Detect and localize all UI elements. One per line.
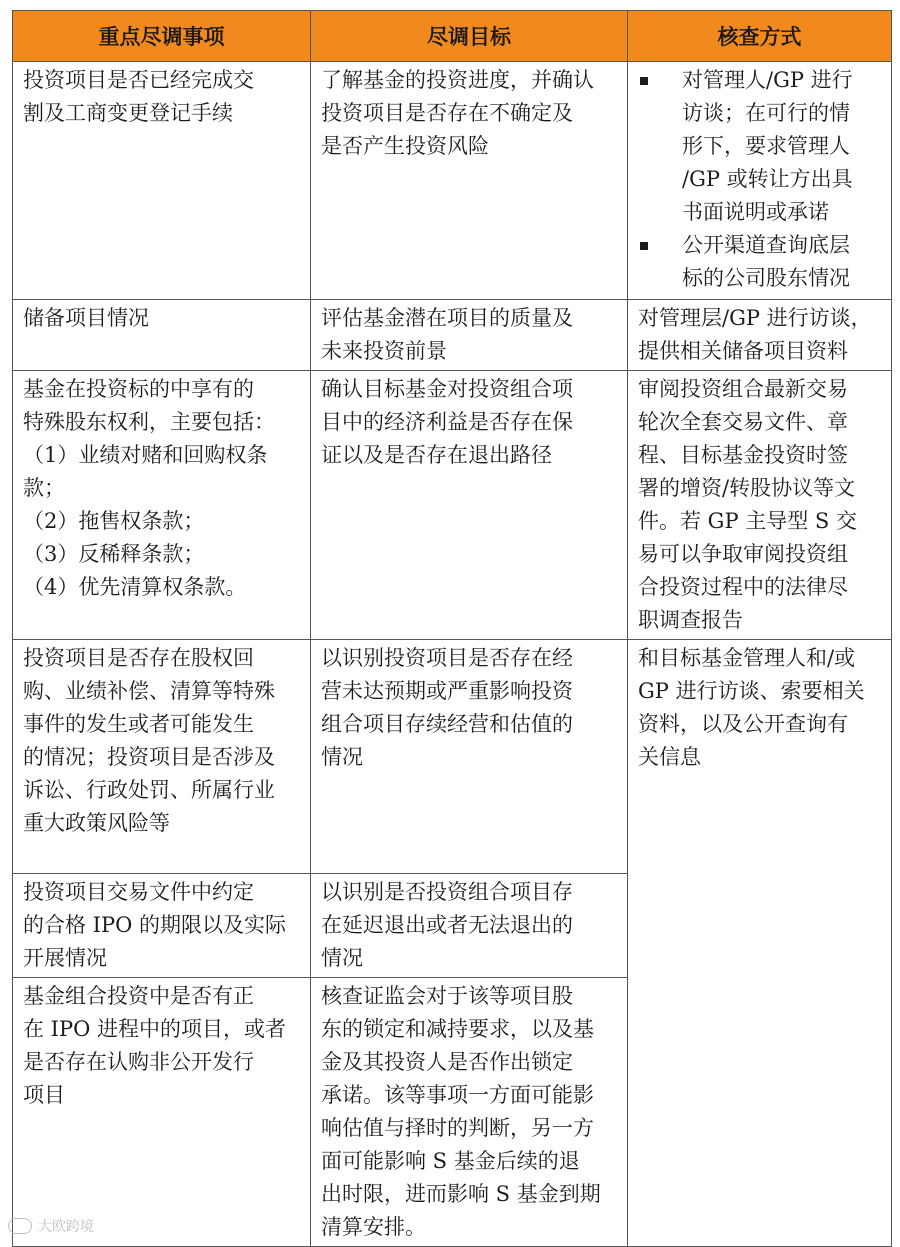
cell-text: （4）优先清算权条款。 — [23, 575, 247, 599]
cell-item — [13, 640, 311, 874]
cell-text: 是否产生投资风险 — [321, 134, 489, 158]
watermark-text: 大欧跨境 — [38, 1219, 94, 1235]
cell-text: 关信息 — [638, 745, 701, 769]
table-row — [13, 640, 892, 874]
header-methods: 核查方式 — [628, 11, 892, 62]
cell-text: 组合项目存续经营和估值的 — [321, 712, 573, 736]
cell-text: 标的公司股东情况 — [682, 266, 850, 290]
cell-text: 核查证监会对于该等项目股 — [321, 984, 573, 1008]
cell-text: 公开渠道查询底层 — [682, 233, 850, 257]
cell-text: 的合格 IPO 的期限以及实际 — [23, 913, 286, 937]
cell-text: 以识别投资项目是否存在经 — [321, 646, 573, 670]
chat-bubble-icon — [8, 1218, 32, 1234]
cell-text: 投资项目是否已经完成交 — [23, 68, 254, 92]
cell-text: /GP 或转让方出具 — [682, 167, 853, 191]
cell-method — [628, 640, 892, 1247]
cell-text: GP 进行访谈、索要相关 — [638, 679, 865, 703]
cell-text: 在 IPO 进程中的项目，或者 — [23, 1017, 286, 1041]
cell-text: 访谈；在可行的情 — [682, 101, 850, 125]
cell-text: 署的增资/转股协议等文 — [638, 476, 856, 500]
cell-text: 书面说明或承诺 — [682, 200, 829, 224]
cell-text: 以识别是否投资组合项目存 — [321, 880, 573, 904]
cell-text: 未来投资前景 — [321, 339, 447, 363]
cell-text: 投资项目交易文件中约定 — [23, 880, 254, 904]
cell-text: 程、目标基金投资时签 — [638, 443, 848, 467]
cell-text: 金及其投资人是否作出锁定 — [321, 1050, 573, 1074]
cell-item — [13, 978, 311, 1247]
cell-item — [13, 371, 311, 640]
cell-goal — [311, 978, 628, 1247]
cell-text: 是否存在认购非公开发行 — [23, 1050, 254, 1074]
cell-text: 的情况；投资项目是否涉及 — [23, 745, 275, 769]
due-diligence-table — [12, 10, 892, 1247]
cell-text: 基金在投资标的中享有的 — [23, 377, 254, 401]
table-row — [13, 62, 892, 300]
cell-item — [13, 300, 311, 371]
cell-text: 割及工商变更登记手续 — [23, 101, 233, 125]
cell-text: 出时限，进而影响 S 基金到期 — [321, 1182, 601, 1206]
cell-text: 储备项目情况 — [23, 306, 149, 330]
cell-text: 营未达预期或严重影响投资 — [321, 679, 573, 703]
cell-text: 特殊股东权利，主要包括： — [23, 410, 275, 434]
cell-text: 审阅投资组合最新交易 — [638, 377, 848, 401]
cell-text: 确认目标基金对投资组合项 — [321, 377, 573, 401]
cell-text: 了解基金的投资进度，并确认 — [321, 68, 594, 92]
cell-text: 和目标基金管理人和/或 — [638, 646, 856, 670]
cell-text: 评估基金潜在项目的质量及 — [321, 306, 573, 330]
cell-text: 对管理人/GP 进行 — [682, 68, 853, 92]
cell-text: 款； — [23, 476, 65, 500]
watermark — [8, 1216, 94, 1236]
cell-text: 轮次全套交易文件、章 — [638, 410, 848, 434]
cell-text: 基金组合投资中是否有正 — [23, 984, 254, 1008]
cell-text: 开展情况 — [23, 946, 107, 970]
table-row — [13, 371, 892, 640]
cell-text: 件。若 GP 主导型 S 交 — [638, 509, 857, 533]
cell-text: 重大政策风险等 — [23, 811, 170, 835]
cell-text: 投资项目是否存在股权回 — [23, 646, 254, 670]
cell-text: 在延迟退出或者无法退出的 — [321, 913, 573, 937]
cell-text: 响估值与择时的判断，另一方 — [321, 1116, 594, 1140]
cell-text: 职调查报告 — [638, 608, 743, 632]
cell-goal — [311, 62, 628, 300]
cell-text: 投资项目是否存在不确定及 — [321, 101, 573, 125]
cell-text: 情况 — [321, 745, 363, 769]
cell-goal — [311, 640, 628, 874]
cell-text: 事件的发生或者可能发生 — [23, 712, 254, 736]
cell-text: 诉讼、行政处罚、所属行业 — [23, 778, 275, 802]
cell-text: 项目 — [23, 1083, 65, 1107]
cell-goal — [311, 874, 628, 978]
bullet-item — [638, 229, 883, 295]
cell-method — [628, 371, 892, 640]
cell-text: 对管理层/GP 进行访谈， — [638, 306, 872, 330]
bullet-item — [638, 64, 883, 229]
cell-item — [13, 874, 311, 978]
header-key-items: 重点尽调事项 — [13, 11, 311, 62]
header-goals: 尽调目标 — [311, 11, 628, 62]
cell-text: 合投资过程中的法律尽 — [638, 575, 848, 599]
cell-goal — [311, 300, 628, 371]
table-row — [13, 300, 892, 371]
square-bullet-icon — [640, 77, 648, 85]
cell-text: 形下，要求管理人 — [682, 134, 850, 158]
cell-text: （3）反稀释条款； — [23, 542, 205, 566]
cell-text: 面可能影响 S 基金后续的退 — [321, 1149, 580, 1173]
cell-text: 东的锁定和减持要求，以及基 — [321, 1017, 594, 1041]
cell-text: 清算安排。 — [321, 1215, 426, 1239]
cell-text: 证以及是否存在退出路径 — [321, 443, 552, 467]
cell-text: 购、业绩补偿、清算等特殊 — [23, 679, 275, 703]
cell-text: 承诺。该等事项一方面可能影 — [321, 1083, 594, 1107]
cell-text: 资料，以及公开查询有 — [638, 712, 848, 736]
cell-text: 目中的经济利益是否存在保 — [321, 410, 573, 434]
cell-method — [628, 62, 892, 300]
table-header-row — [13, 11, 892, 62]
cell-text: （2）拖售权条款； — [23, 509, 205, 533]
cell-goal — [311, 371, 628, 640]
method-bullet-list — [638, 64, 883, 295]
cell-item — [13, 62, 311, 300]
square-bullet-icon — [640, 242, 648, 250]
cell-text: 提供相关储备项目资料 — [638, 339, 848, 363]
cell-method — [628, 300, 892, 371]
cell-text: （1）业绩对赌和回购权条 — [23, 443, 268, 467]
cell-text: 情况 — [321, 946, 363, 970]
cell-text: 易可以争取审阅投资组 — [638, 542, 848, 566]
